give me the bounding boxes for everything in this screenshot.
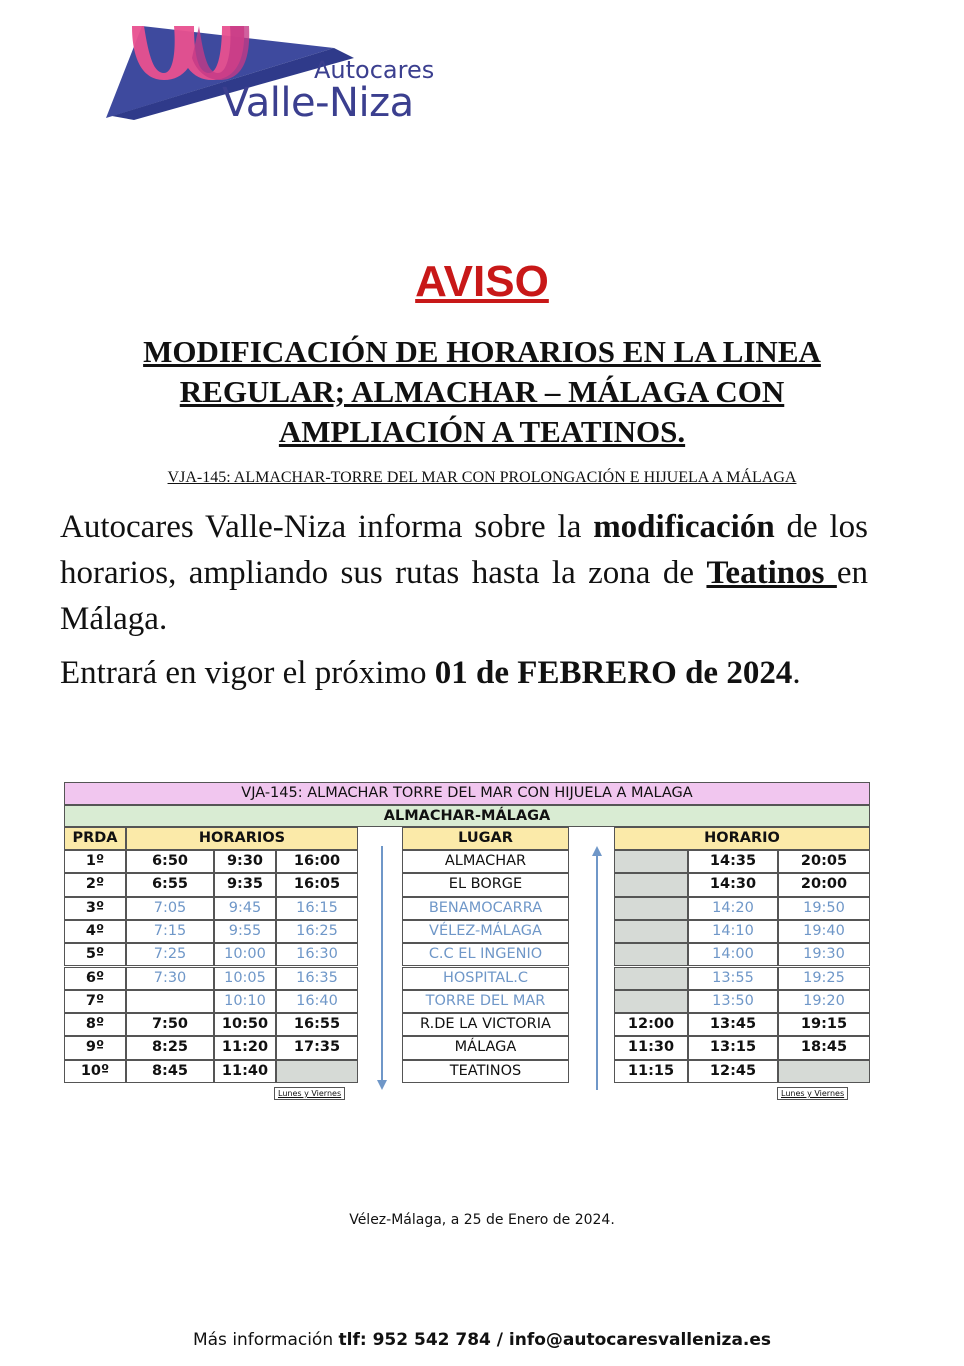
table-subtitle: ALMACHAR-MÁLAGA	[64, 805, 870, 827]
table-row	[64, 1036, 870, 1059]
return-time: 19:40	[778, 920, 870, 943]
stop-name: TEATINOS	[402, 1060, 569, 1083]
intro-paragraph	[60, 504, 868, 642]
intro-text: Autocares Valle-Niza informa sobre la	[60, 509, 594, 545]
stop-name: MÁLAGA	[402, 1036, 569, 1059]
contact-info	[0, 1330, 964, 1350]
return-time	[614, 990, 688, 1013]
date-line: Vélez-Málaga, a 25 de Enero de 2024.	[349, 1212, 615, 1228]
outbound-time	[276, 1060, 358, 1083]
intro-bold: modificación	[593, 509, 775, 545]
stop-number: 3º	[64, 897, 126, 920]
stop-name: HOSPITAL.C	[402, 967, 569, 990]
outbound-time: 11:20	[214, 1036, 276, 1059]
logo-text-valle-niza: Valle-Niza	[222, 80, 414, 126]
return-time: 19:25	[778, 967, 870, 990]
return-time: 20:00	[778, 873, 870, 896]
outbound-time: 7:05	[126, 897, 214, 920]
table-row	[64, 873, 870, 896]
stop-name: BENAMOCARRA	[402, 897, 569, 920]
effective-date: 01 de FEBRERO de 2024	[434, 655, 793, 691]
header-horarios: HORARIOS	[126, 827, 358, 850]
stop-number: 9º	[64, 1036, 126, 1059]
outbound-time: 16:00	[276, 850, 358, 873]
outbound-time: 16:25	[276, 920, 358, 943]
stop-name: C.C EL INGENIO	[402, 943, 569, 966]
return-time: 14:30	[688, 873, 778, 896]
stop-name: R.DE LA VICTORIA	[402, 1013, 569, 1036]
stop-name: TORRE DEL MAR	[402, 990, 569, 1013]
return-time: 14:10	[688, 920, 778, 943]
contact-label: Más información	[192, 1330, 339, 1350]
return-time: 13:45	[688, 1013, 778, 1036]
return-time: 19:50	[778, 897, 870, 920]
outbound-time: 9:30	[214, 850, 276, 873]
stop-name: VÉLEZ-MÁLAGA	[402, 920, 569, 943]
table-row	[64, 1013, 870, 1036]
effective-date-paragraph	[60, 655, 801, 692]
return-time: 13:50	[688, 990, 778, 1013]
table-row	[64, 990, 870, 1013]
title-line: REGULAR; ALMACHAR – MÁLAGA CON	[179, 374, 785, 409]
return-time	[614, 850, 688, 873]
outbound-time: 9:45	[214, 897, 276, 920]
return-time: 12:00	[614, 1013, 688, 1036]
vigor-end: .	[792, 655, 801, 691]
stop-number: 7º	[64, 990, 126, 1013]
table-row	[64, 897, 870, 920]
outbound-time: 10:00	[214, 943, 276, 966]
header-lugar: LUGAR	[402, 827, 569, 850]
logo-text-autocares: Autocares	[314, 56, 435, 84]
table-row	[64, 943, 870, 966]
table-row	[64, 967, 870, 990]
outbound-time: 16:30	[276, 943, 358, 966]
outbound-time: 9:35	[214, 873, 276, 896]
title-line: AMPLIACIÓN A TEATINOS.	[278, 414, 686, 449]
notice-title	[110, 332, 854, 452]
outbound-time: 7:30	[126, 967, 214, 990]
outbound-time: 8:25	[126, 1036, 214, 1059]
return-time: 19:15	[778, 1013, 870, 1036]
table-row	[64, 920, 870, 943]
note-return: Lunes y Viernes	[777, 1087, 848, 1100]
contact-details: tlf: 952 542 784 / info@autocaresvalleniza.es	[338, 1330, 772, 1350]
outbound-time: 16:55	[276, 1013, 358, 1036]
stop-number: 4º	[64, 920, 126, 943]
stop-number: 8º	[64, 1013, 126, 1036]
return-time: 11:30	[614, 1036, 688, 1059]
stop-number: 5º	[64, 943, 126, 966]
stop-number: 2º	[64, 873, 126, 896]
outbound-time: 6:55	[126, 873, 214, 896]
outbound-time: 7:25	[126, 943, 214, 966]
stop-number: 1º	[64, 850, 126, 873]
outbound-time: 16:40	[276, 990, 358, 1013]
return-time: 14:20	[688, 897, 778, 920]
intro-text: de los horarios, ampliando sus rutas hasta la zona de	[60, 509, 868, 591]
return-time	[778, 1060, 870, 1083]
outbound-time: 8:45	[126, 1060, 214, 1083]
stop-name: EL BORGE	[402, 873, 569, 896]
return-time: 13:15	[688, 1036, 778, 1059]
outbound-time: 16:35	[276, 967, 358, 990]
return-time: 12:45	[688, 1060, 778, 1083]
table-title: VJA-145: ALMACHAR TORRE DEL MAR CON HIJUELA A MALAGA	[64, 782, 870, 805]
table-row	[64, 850, 870, 873]
title-line: MODIFICACIÓN DE HORARIOS EN LA LINEA	[143, 334, 821, 369]
header-prda: PRDA	[64, 827, 126, 850]
header-horario: HORARIO	[614, 827, 870, 850]
return-time: 14:00	[688, 943, 778, 966]
return-time	[614, 873, 688, 896]
return-time: 13:55	[688, 967, 778, 990]
return-time: 19:20	[778, 990, 870, 1013]
return-time: 11:15	[614, 1060, 688, 1083]
return-time	[614, 943, 688, 966]
table-subtitle-row	[64, 805, 870, 827]
note-outbound: Lunes y Viernes	[274, 1087, 345, 1100]
intro-underlined: Teatinos	[706, 555, 837, 591]
down-arrow-icon	[374, 840, 390, 1096]
table-header-row	[64, 827, 870, 850]
stop-number: 6º	[64, 967, 126, 990]
outbound-time: 7:50	[126, 1013, 214, 1036]
outbound-time: 10:50	[214, 1013, 276, 1036]
vigor-text: Entrará en vigor el próximo	[60, 655, 435, 691]
return-time	[614, 920, 688, 943]
outbound-time: 7:15	[126, 920, 214, 943]
up-arrow-icon	[589, 840, 605, 1096]
outbound-time: 16:15	[276, 897, 358, 920]
return-time: 18:45	[778, 1036, 870, 1059]
outbound-time: 6:50	[126, 850, 214, 873]
return-time: 20:05	[778, 850, 870, 873]
return-time	[614, 897, 688, 920]
outbound-time	[126, 990, 214, 1013]
return-time	[614, 967, 688, 990]
return-time: 14:35	[688, 850, 778, 873]
intro-text: en Málaga.	[60, 555, 869, 637]
notice-heading: AVISO	[415, 257, 549, 306]
route-reference: VJA-145: ALMACHAR-TORRE DEL MAR CON PROLONGACIÓN E HIJUELA A MÁLAGA	[167, 469, 797, 486]
outbound-time: 16:05	[276, 873, 358, 896]
table-row	[64, 1060, 870, 1083]
outbound-time: 10:05	[214, 967, 276, 990]
outbound-time: 10:10	[214, 990, 276, 1013]
outbound-time: 11:40	[214, 1060, 276, 1083]
company-logo	[104, 18, 464, 128]
outbound-time: 9:55	[214, 920, 276, 943]
return-time: 19:30	[778, 943, 870, 966]
outbound-time: 17:35	[276, 1036, 358, 1059]
table-title-row	[64, 782, 870, 805]
stop-name: ALMACHAR	[402, 850, 569, 873]
stop-number: 10º	[64, 1060, 126, 1083]
